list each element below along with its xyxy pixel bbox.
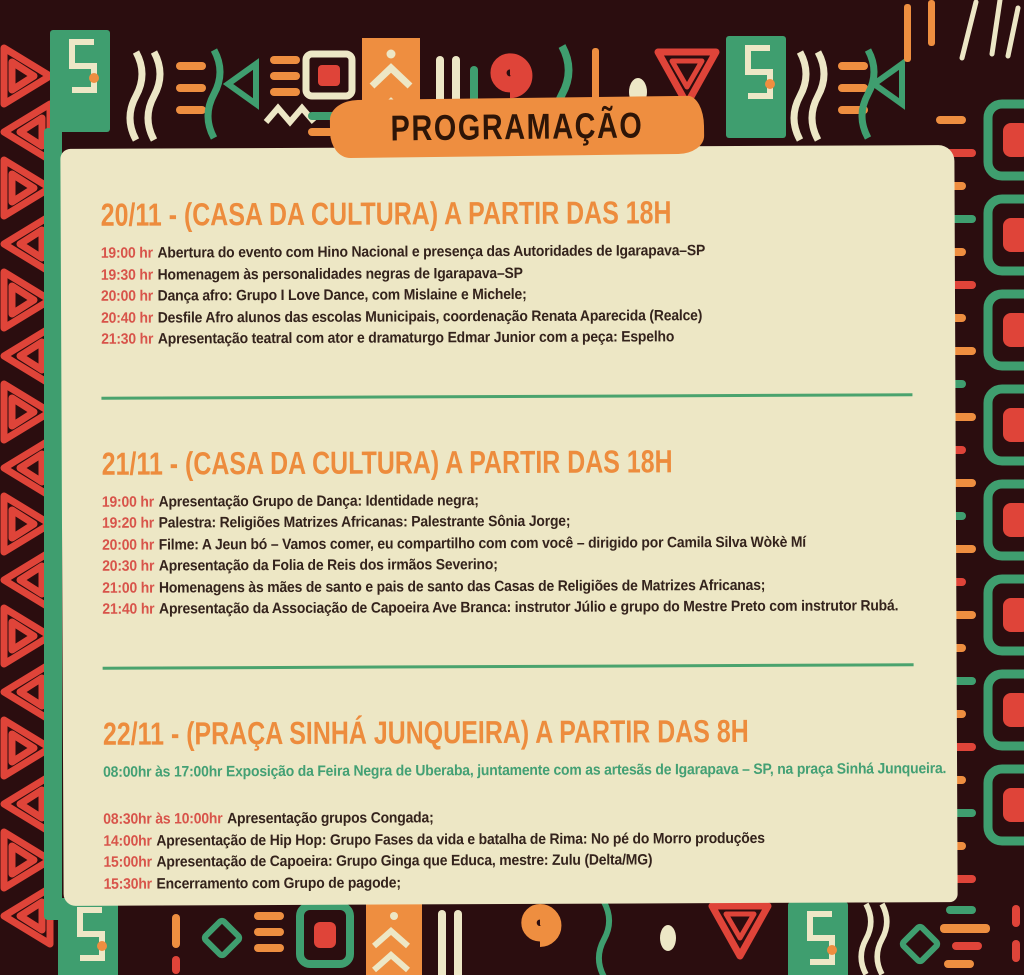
event-description: Encerramento com Grupo de pagode; [156, 873, 401, 893]
highlight-text: 08:00hr às 17:00hr Exposição da Feira Negra de Uberaba, juntamente com as artesãs de Igarapava – SP, na praça Sinhá Junqueira. [103, 759, 947, 781]
event-time: 19:00 hr [100, 244, 153, 262]
section-header: 21/11 - (CASA DA CULTURA) A PARTIR DAS 18H [101, 442, 673, 482]
event-time: 14:00hr [103, 832, 152, 850]
event-time: 20:40 hr [101, 309, 154, 327]
poster-title: PROGRAMAÇÃO [390, 104, 644, 149]
event-description: Apresentação de Hip Hop: Grupo Fases da vida e batalha de Rima: No pé do Morro produções [156, 829, 765, 850]
event-time: 20:00 hr [100, 287, 154, 305]
schedule-row [102, 595, 899, 620]
section-divider [103, 663, 914, 670]
section-header: 20/11 - (CASA DA CULTURA) A PARTIR DAS 18H [100, 194, 672, 233]
event-description: Homenagem às personalidades negras de Igarapava–SP [157, 264, 523, 284]
event-time: 21:00 hr [102, 579, 155, 597]
event-time: 21:30 hr [101, 330, 154, 348]
event-time: 20:00 hr [102, 536, 155, 554]
program-panel [60, 145, 957, 906]
event-description: Abertura do evento com Hino Nacional e presença das Autoridades de Igarapava–SP [157, 242, 706, 262]
section-header: 22/11 - (PRAÇA SINHÁ JUNQUEIRA) A PARTIR DAS 8H [102, 712, 749, 752]
event-time: 20:30 hr [102, 557, 155, 575]
event-time: 15:00hr [103, 853, 152, 871]
title-banner [330, 96, 705, 159]
event-description: Desfile Afro alunos das escolas Municipais, coordenação Renata Aparecida (Realce) [157, 306, 703, 327]
event-description: Apresentação da Associação de Capoeira Ave Branca: instrutor Júlio e grupo do Mestre Preto com instrutor Rubá. [158, 597, 899, 618]
program-section-20-11 [101, 193, 930, 350]
event-time: 21:40 hr [102, 600, 155, 618]
section-divider [101, 393, 912, 400]
event-time: 19:20 hr [101, 514, 155, 532]
event-description: Palestra: Religiões Matrizes Africanas: Palestrante Sônia Jorge; [158, 512, 571, 532]
event-description: Dança afro: Grupo I Love Dance, com Mislaine e Michele; [157, 285, 527, 305]
event-description: Homenagens às mães de santo e pais de santo das Casas de Religiões de Matrizes Africanas; [158, 576, 766, 597]
event-time: 19:00 hr [101, 493, 154, 511]
program-section-21-11 [102, 442, 931, 621]
event-description: Apresentação da Folia de Reis dos irmãos Severino; [158, 556, 498, 575]
schedule-row [104, 870, 874, 895]
event-time: 08:30hr às 10:00hr [103, 810, 223, 828]
schedule-row [101, 325, 871, 350]
event-time: 15:30hr [103, 875, 152, 893]
event-description: Apresentação de Capoeira: Grupo Ginga que Educa, mestre: Zulu (Delta/MG) [156, 851, 653, 871]
event-description: Apresentação teatral com ator e dramaturgo Edmar Junior com a peça: Espelho [157, 328, 675, 348]
event-description: Apresentação grupos Congada; [227, 809, 434, 828]
event-description: Filme: A Jeun bó – Vamos comer, eu compartilho com com você – dirigido por Camila Silva Wòkè Mí [158, 533, 806, 554]
event-time: 19:30 hr [100, 266, 153, 284]
exposition-highlight-row [103, 758, 947, 783]
event-description: Apresentação Grupo de Dança: Identidade negra; [158, 491, 479, 511]
program-section-22-11 [102, 712, 947, 895]
